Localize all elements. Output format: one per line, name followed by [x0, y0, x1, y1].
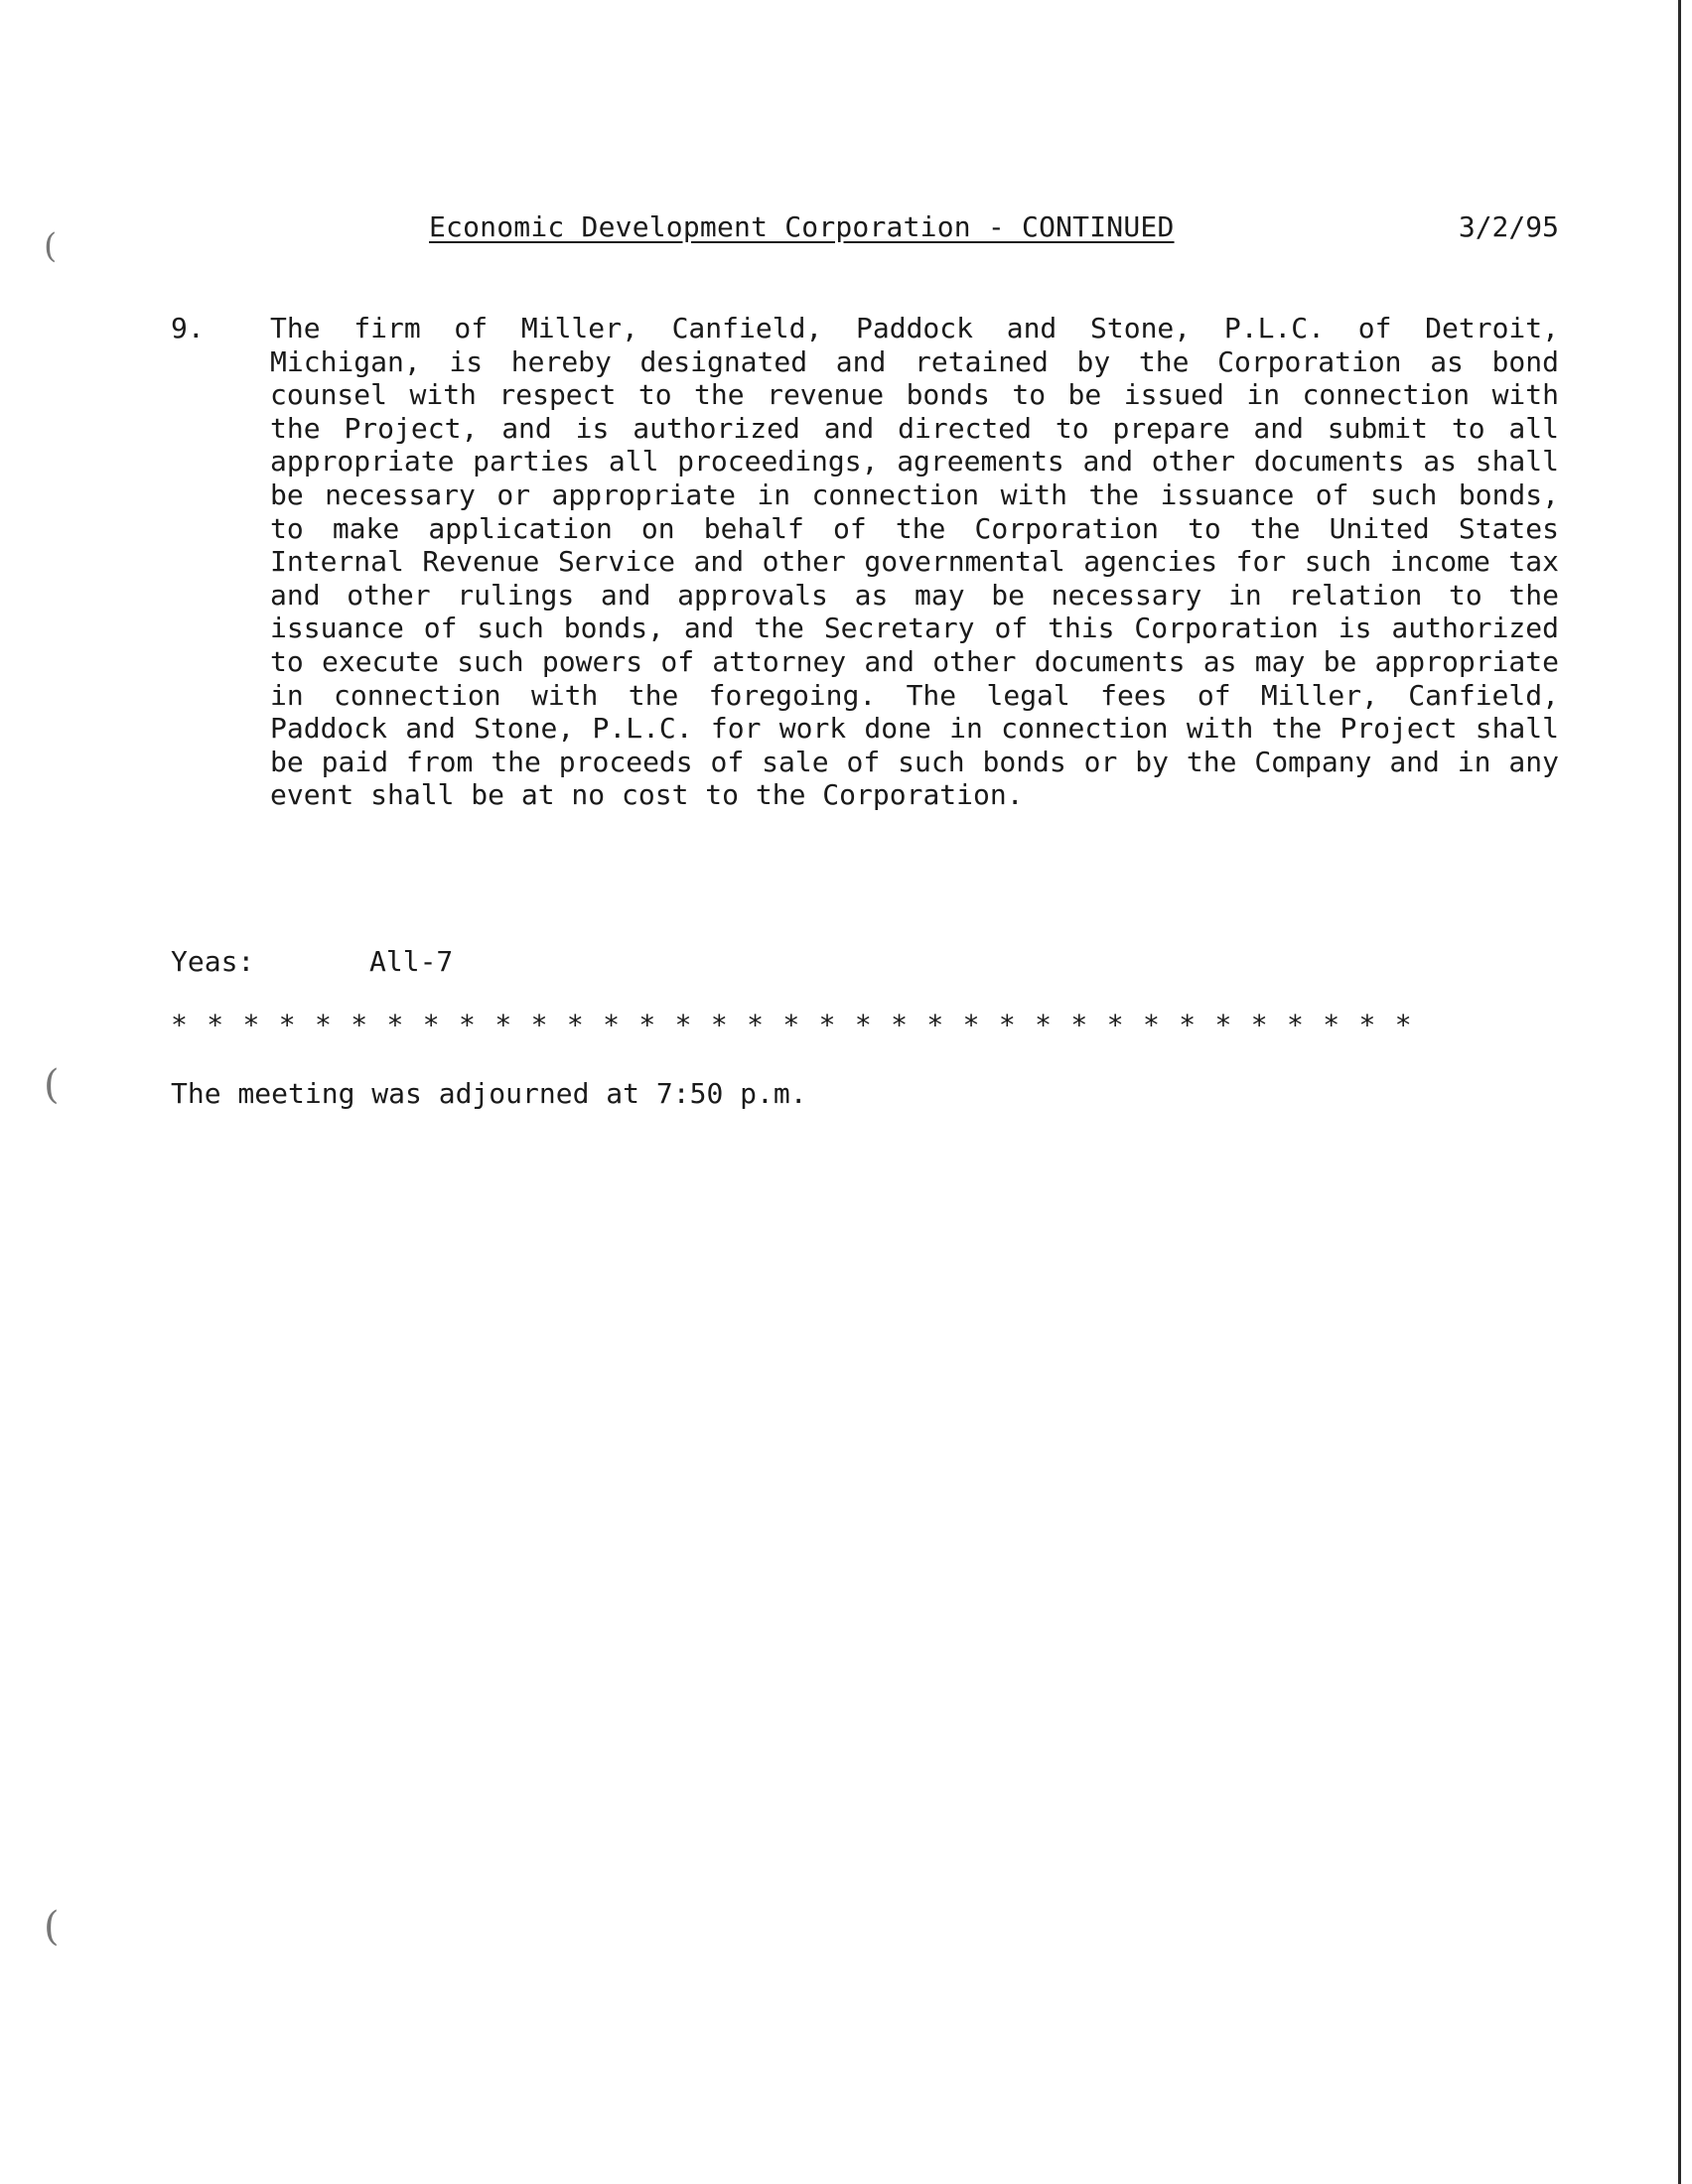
- page-edge: [1678, 0, 1681, 2184]
- punch-hole-mark-bottom: (: [44, 1904, 60, 1950]
- header-title: Economic Development Corporation - CONTINUED: [429, 210, 1175, 243]
- item-number: 9.: [171, 312, 205, 344]
- header-date: 3/2/95: [1458, 210, 1559, 243]
- page-header: [0, 210, 1692, 250]
- item-paragraph: The firm of Miller, Canfield, Paddock and Stone, P.L.C. of Detroit, Michigan, is hereby designated and retained by the Corporation as bond counsel with respect to the revenue bonds to be issued in connection with the Project, and is authorized and directed to prepare and submit to all appropriate parties all proceedings, agreements and other documents as shall be necessary or appropriate in connection with the issuance of such bonds, to make application on behalf of the Corporation to the United States Internal Revenue Service and other governmental agencies for such income tax and other rulings and approvals as may be necessary in relation to the issuance of such bonds, and the Secretary of this Corporation is authorized to execute such powers of attorney and other documents as may be appropriate in connection with the foregoing. The legal fees of Miller, Canfield, Paddock and Stone, P.L.C. for work done in connection with the Project shall be paid from the proceeds of sale of such bonds or by the Company and in any event shall be at no cost to the Corporation.: [270, 312, 1559, 812]
- punch-hole-mark-top: (: [44, 226, 58, 266]
- vote-value: All-7: [369, 945, 454, 978]
- punch-hole-mark-middle: (: [44, 1062, 60, 1108]
- closing-statement: The meeting was adjourned at 7:50 p.m.: [171, 1077, 807, 1110]
- vote-label: Yeas:: [171, 945, 255, 978]
- asterisk-separator: ***********************************: [171, 1009, 1432, 1041]
